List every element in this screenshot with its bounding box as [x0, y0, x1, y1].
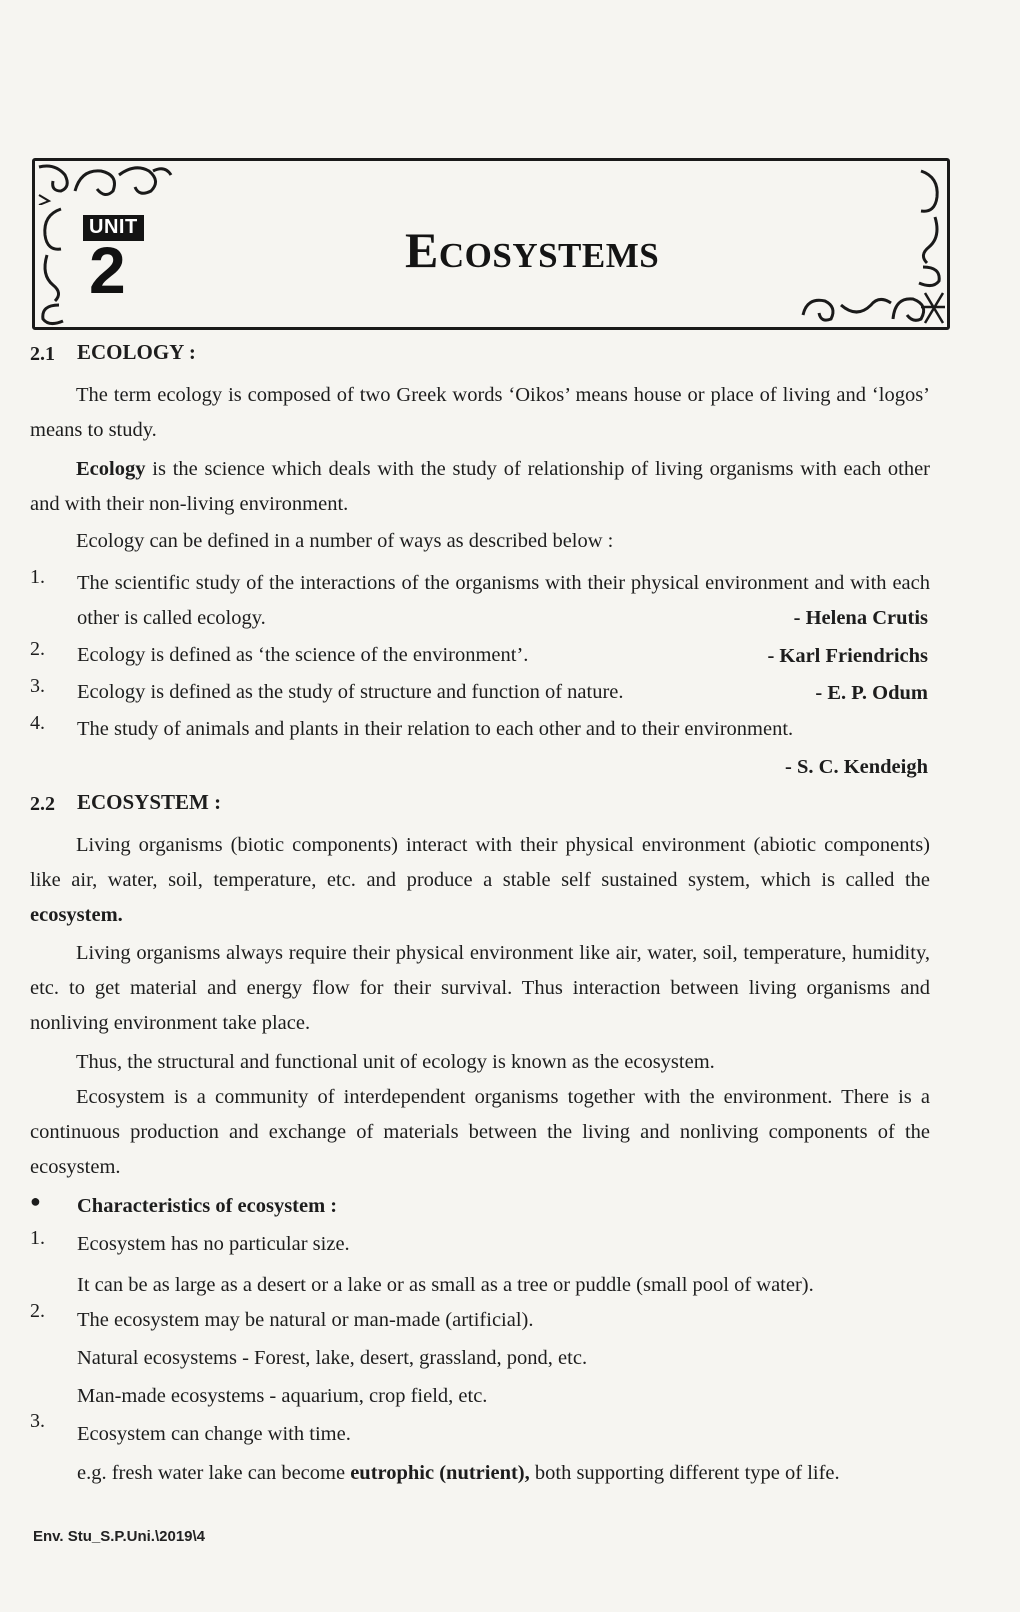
paragraph: The term ecology is composed of two Greek words ‘Oikos’ means house or place of living and ‘logos’ means to study.: [30, 384, 930, 441]
bold-term: ecosystem.: [30, 904, 123, 926]
corner-ornament-top-left-icon: [35, 161, 175, 205]
list-item-detail: It can be as large as a desert or a lake or as small as a tree or puddle (small pool of water).: [77, 1274, 814, 1296]
subheading: Characteristics of ecosystem :: [77, 1195, 338, 1217]
bold-term: eutrophic (nutrient),: [350, 1462, 530, 1484]
citation-author: - S. C. Kendeigh: [785, 756, 928, 778]
list-number: 1.: [30, 566, 45, 588]
section-heading: ECOLOGY :: [77, 340, 196, 364]
unit-label: UNIT: [83, 215, 144, 241]
chapter-title: Ecosystems: [405, 222, 660, 278]
list-item-detail: Man-made ecosystems - aquarium, crop field, etc.: [77, 1385, 488, 1407]
list-number: 4.: [30, 712, 45, 734]
paragraph: Ecosystem is a community of interdependent organisms together with the environment. There is a continuous production and exchange of materials between the living and nonliving components of the ecosystem.: [30, 1086, 930, 1178]
paragraph: Thus, the structural and functional unit of ecology is known as the ecosystem.: [76, 1051, 715, 1073]
unit-number: 2: [89, 233, 126, 307]
list-item: Ecology is defined as ‘the science of the environment’.: [77, 644, 529, 666]
list-item-detail-text: e.g. fresh water lake can become: [77, 1462, 351, 1484]
list-number: 3.: [30, 1410, 45, 1432]
footer-code: Env. Stu_S.P.Uni.\2019\4: [33, 1528, 206, 1545]
list-item: The ecosystem may be natural or man-made (artificial).: [77, 1309, 534, 1331]
paragraph: [30, 828, 930, 933]
bold-term: Ecology: [76, 458, 146, 480]
paragraph: Living organisms always require their physical environment like air, water, soil, temperature, humidity, etc. to get material and energy flow for their survival. Thus interaction between living organisms and nonliving environment take place.: [30, 942, 930, 1034]
citation-author: - E. P. Odum: [815, 682, 928, 704]
list-item-detail-text: both supporting different type of life.: [529, 1462, 840, 1484]
section-number: 2.2: [30, 793, 55, 815]
list-item: Ecosystem can change with time.: [77, 1423, 351, 1445]
section-heading: ECOSYSTEM :: [77, 790, 222, 814]
paragraph-text: is the science which deals with the study of relationship of living organisms with each other and with their non-living environment.: [30, 458, 930, 515]
citation-author: - Karl Friendrichs: [767, 645, 928, 667]
list-item: Ecology is defined as the study of structure and function of nature.: [77, 681, 624, 703]
corner-ornament-bottom-right-icon: [797, 283, 947, 327]
list-item-detail: Natural ecosystems - Forest, lake, desert, grassland, pond, etc.: [77, 1347, 588, 1369]
list-number: 3.: [30, 675, 45, 697]
list-item: Ecosystem has no particular size.: [77, 1233, 350, 1255]
side-ornament-right-icon: [911, 167, 945, 289]
bullet-icon: ●: [30, 1191, 41, 1211]
paragraph: Ecology can be defined in a number of ways as described below :: [76, 530, 614, 552]
side-ornament-left-icon: [37, 205, 71, 327]
list-item-detail: [77, 1456, 930, 1491]
list-number: 2.: [30, 1300, 45, 1322]
section-number: 2.1: [30, 343, 55, 365]
list-number: 2.: [30, 638, 45, 660]
paragraph-text: Living organisms (biotic components) interact with their physical environment (abiotic components) like air, water, soil, temperature, etc. and produce a stable self sustained system, which is called the: [30, 834, 930, 891]
list-item: The scientific study of the interactions of the organisms with their physical environment and with each other is called ecology.: [77, 572, 930, 629]
paragraph: [30, 452, 930, 522]
unit-header-box: [32, 158, 950, 330]
citation-author: - Helena Crutis: [793, 607, 928, 629]
list-number: 1.: [30, 1227, 45, 1249]
list-item: The study of animals and plants in their relation to each other and to their environment.: [77, 718, 794, 740]
